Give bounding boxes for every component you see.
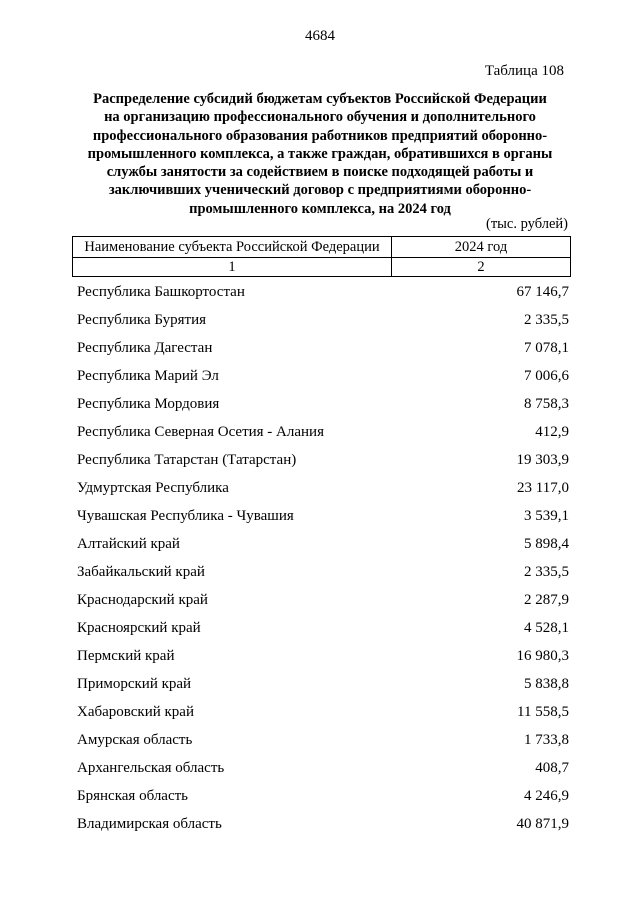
title-line: промышленного комплекса, на 2024 год — [189, 200, 451, 217]
subject-name: Республика Дагестан — [77, 340, 213, 356]
subsidy-value: 4 528,1 — [524, 620, 569, 636]
table-row — [77, 502, 569, 530]
subsidy-value: 1 733,8 — [524, 732, 569, 748]
subject-name: Республика Марий Эл — [77, 368, 219, 384]
subject-name: Удмуртская Республика — [77, 480, 229, 496]
table-row — [77, 614, 569, 642]
subject-name: Республика Бурятия — [77, 312, 207, 328]
table-row — [77, 642, 569, 670]
title-line: заключивших ученический договор с предприятиями оборонно- — [108, 182, 532, 199]
subsidy-value: 5 838,8 — [524, 676, 569, 692]
table-row — [77, 754, 569, 782]
subsidy-value: 2 335,5 — [524, 312, 569, 328]
table-row — [77, 726, 569, 754]
table-header — [72, 236, 571, 277]
subsidy-value: 7 078,1 — [524, 340, 569, 356]
subsidy-value: 11 558,5 — [517, 704, 569, 720]
subsidy-value: 67 146,7 — [516, 284, 569, 300]
header-col-year: 2024 год — [392, 237, 571, 258]
title-line: службы занятости за содействием в поиске подходящей работы и — [106, 164, 534, 181]
table-row — [77, 530, 569, 558]
subject-name: Владимирская область — [77, 816, 222, 832]
subject-name: Пермский край — [77, 648, 175, 664]
subsidy-value: 40 871,9 — [516, 816, 569, 832]
title-line: промышленного комплекса, а также граждан, обратившихся в органы — [87, 145, 553, 162]
subject-name: Приморский край — [77, 676, 192, 692]
subsidy-value: 412,9 — [535, 424, 569, 440]
subsidy-value: 3 539,1 — [524, 508, 569, 524]
table-row — [77, 586, 569, 614]
title-line: профессионального образования работников предприятий оборонно- — [92, 127, 548, 144]
table-row — [77, 782, 569, 810]
subject-name: Красноярский край — [77, 620, 201, 636]
table-row — [77, 418, 569, 446]
table-row — [77, 810, 569, 838]
title-line: на организацию профессионального обучения и дополнительного — [104, 109, 536, 126]
table-row — [77, 558, 569, 586]
header-num-2: 2 — [392, 258, 571, 277]
table-label: Таблица 108 — [484, 63, 564, 79]
subject-name: Чувашская Республика - Чувашия — [77, 508, 294, 524]
header-col-subject: Наименование субъекта Российской Федерации — [73, 237, 392, 258]
page-number: 4684 — [305, 28, 335, 44]
table-row — [77, 306, 569, 334]
table-row — [77, 698, 569, 726]
header-num-1: 1 — [73, 258, 392, 277]
table-body — [77, 278, 569, 838]
table-row — [77, 334, 569, 362]
subject-name: Брянская область — [77, 788, 189, 804]
subsidy-value: 4 246,9 — [524, 788, 569, 804]
subsidy-value: 5 898,4 — [524, 536, 569, 552]
subject-name: Амурская область — [77, 732, 193, 748]
subsidy-value: 19 303,9 — [516, 452, 569, 468]
subject-name: Краснодарский край — [77, 592, 208, 608]
subject-name: Хабаровский край — [77, 704, 194, 720]
units-label: (тыс. рублей) — [486, 216, 568, 232]
title-line: Распределение субсидий бюджетам субъектов Российской Федерации — [93, 91, 547, 107]
table-row — [77, 670, 569, 698]
subsidy-value: 2 335,5 — [524, 564, 569, 580]
subsidy-value: 8 758,3 — [524, 396, 569, 412]
table-row — [77, 474, 569, 502]
table-row — [77, 390, 569, 418]
subject-name: Республика Татарстан (Татарстан) — [77, 452, 297, 468]
subsidy-value: 16 980,3 — [516, 648, 569, 664]
table-title — [68, 90, 572, 218]
subject-name: Республика Башкортостан — [77, 284, 245, 300]
table-row — [77, 278, 569, 306]
table-row — [77, 362, 569, 390]
subsidy-value: 7 006,6 — [524, 368, 569, 384]
subsidy-value: 408,7 — [535, 760, 569, 776]
subject-name: Республика Мордовия — [77, 396, 220, 412]
subject-name: Архангельская область — [77, 760, 225, 776]
subsidy-value: 2 287,9 — [524, 592, 569, 608]
subject-name: Алтайский край — [77, 536, 180, 552]
subsidy-value: 23 117,0 — [517, 480, 569, 496]
subject-name: Республика Северная Осетия - Алания — [77, 424, 324, 440]
subject-name: Забайкальский край — [77, 564, 205, 580]
table-row — [77, 446, 569, 474]
